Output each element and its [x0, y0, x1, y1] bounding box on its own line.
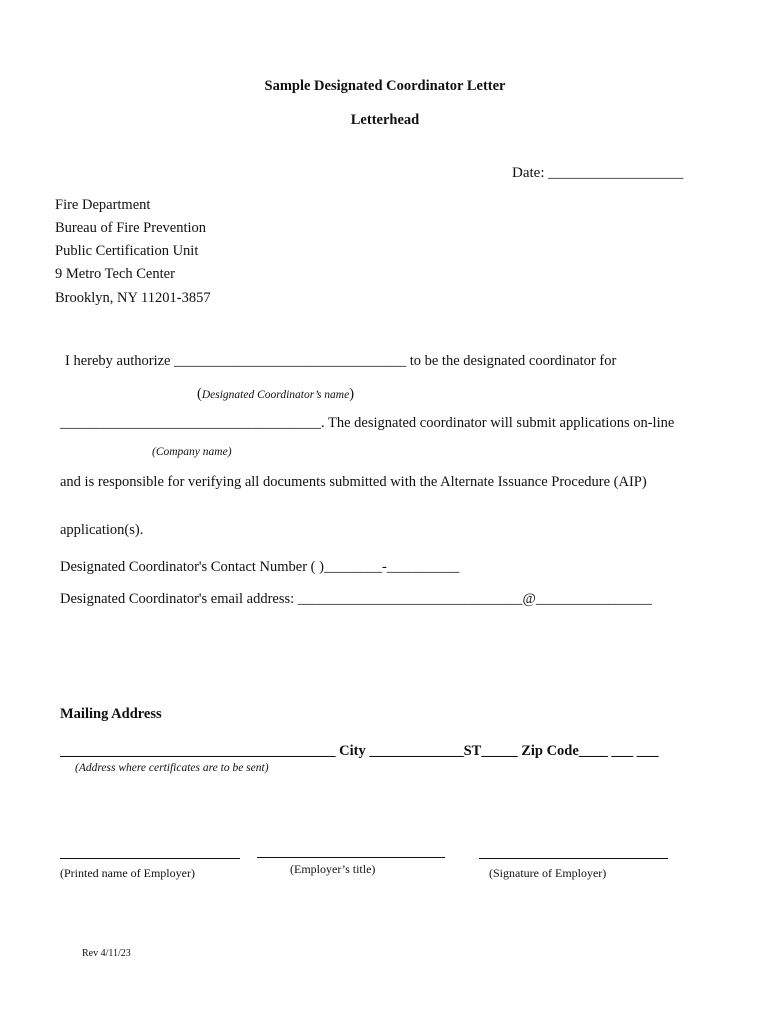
recipient-line-3: Public Certification Unit: [55, 243, 199, 259]
mailing-address-caption: (Address where certificates are to be sent): [75, 762, 269, 774]
authorize-statement: I hereby authorize ________________________________ to be the designated coordinator for: [65, 353, 617, 369]
company-name-caption: (Company name): [152, 446, 232, 458]
mailing-address-line: ______________________________________ City _____________ST_____ Zip Code____ ___ ___: [60, 743, 659, 759]
printed-name-line: [60, 858, 240, 859]
company-statement: ____________________________________. The designated coordinator will submit applications on-line: [60, 415, 675, 431]
signature-line: [479, 858, 668, 859]
applications-text: application(s).: [60, 522, 144, 538]
contact-number-line: Designated Coordinator's Contact Number ( )________-__________: [60, 559, 460, 575]
recipient-line-2: Bureau of Fire Prevention: [55, 220, 207, 236]
revision-label: Rev 4/11/23: [82, 948, 131, 959]
recipient-line-1: Fire Department: [55, 197, 151, 213]
recipient-line-5: Brooklyn, NY 11201-3857: [55, 290, 211, 306]
mailing-address-heading: Mailing Address: [60, 706, 162, 722]
recipient-line-4: 9 Metro Tech Center: [55, 266, 175, 282]
date-line: Date: __________________: [512, 165, 684, 181]
letterhead-label: Letterhead: [350, 112, 420, 128]
email-line: Designated Coordinator's email address: _______________________________@________________: [60, 591, 652, 607]
employer-title-line: [257, 857, 445, 858]
employer-title-caption: (Employer’s title): [290, 862, 376, 876]
document-title: Sample Designated Coordinator Letter: [264, 78, 506, 94]
signature-caption: (Signature of Employer): [489, 866, 607, 880]
coordinator-name-caption: (Designated Coordinator’s name): [197, 386, 355, 402]
printed-name-caption: (Printed name of Employer): [60, 866, 195, 880]
responsibility-statement: and is responsible for verifying all documents submitted with the Alternate Issuance Procedure (AIP): [60, 474, 647, 490]
